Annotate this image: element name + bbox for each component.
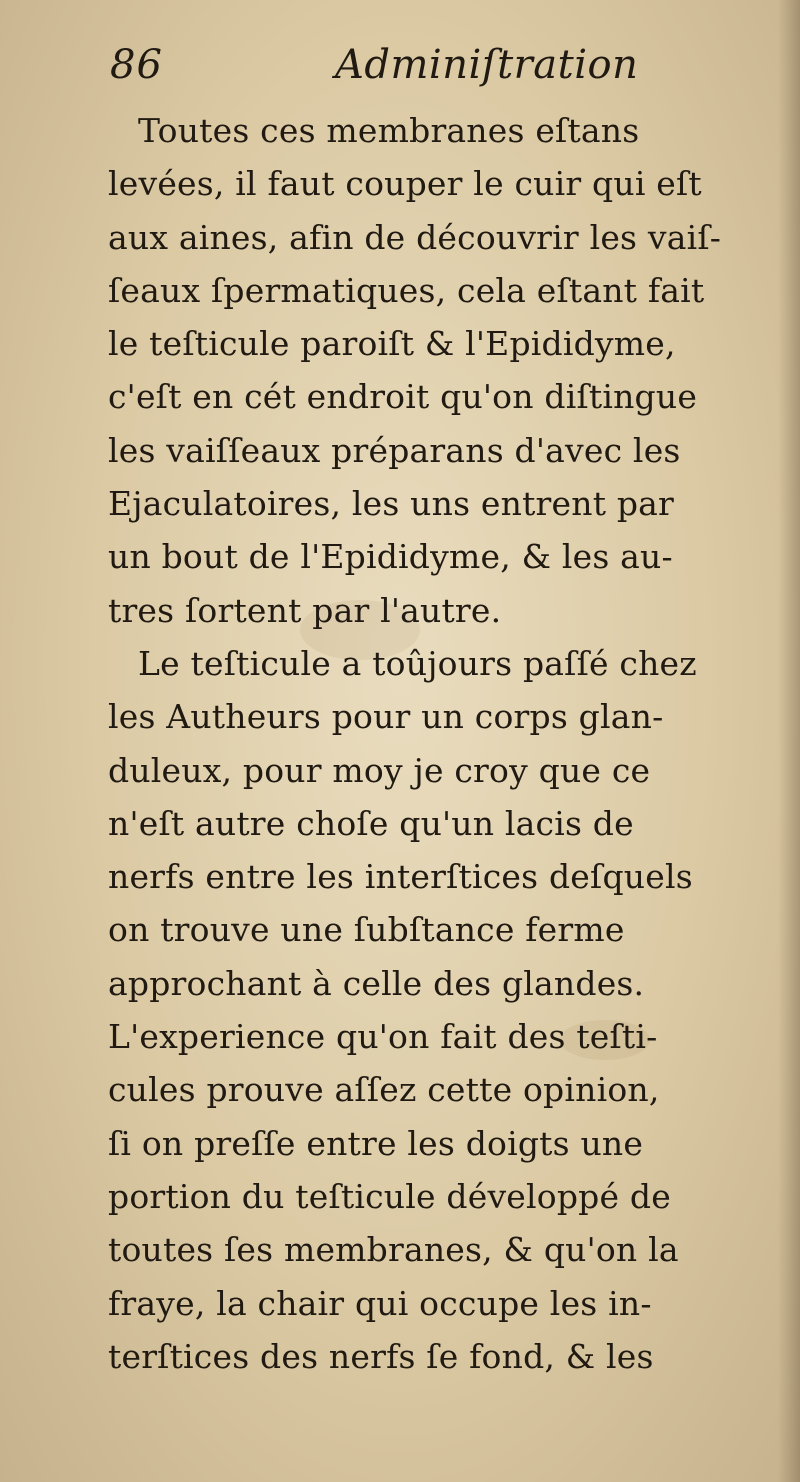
text-line: ſi on preſſe entre les doigts une — [108, 1123, 644, 1163]
running-title: Adminiſtration — [335, 42, 639, 88]
text-line: les vaiſſeaux préparans d'avec les — [108, 430, 681, 470]
text-line: cules prouve aſſez cette opinion, — [108, 1070, 660, 1110]
page-header — [110, 40, 750, 100]
text-line: ſeaux ſpermatiques, cela eſtant fait — [108, 270, 705, 310]
text-line: n'eſt autre choſe qu'un lacis de — [108, 803, 634, 843]
text-line: duleux, pour moy je croy que ce — [108, 750, 651, 790]
text-line: aux aines, afin de découvrir les vaiſ- — [108, 217, 722, 257]
text-line: le teſticule paroiſt & l'Epididyme, — [108, 324, 676, 364]
text-line: fraye, la chair qui occupe les in- — [108, 1283, 652, 1323]
text-line: c'eſt en cét endroit qu'on diſtingue — [108, 377, 698, 417]
text-line: toutes ſes membranes, & qu'on la — [108, 1230, 679, 1270]
text-line: levées, il faut couper le cuir qui eſt — [108, 164, 702, 204]
text-line: approchant à celle des glandes. — [108, 963, 645, 1003]
text-line: portion du teſticule développé de — [108, 1176, 671, 1216]
text-line: on trouve une ſubſtance ferme — [108, 910, 625, 950]
text-line: Toutes ces membranes eſtans — [138, 111, 640, 150]
text-line: Ejaculatoires, les uns entrent par — [108, 484, 675, 524]
text-line: tres ſortent par l'autre. — [108, 590, 502, 630]
text-line: les Autheurs pour un corps glan- — [108, 697, 664, 737]
text-line: un bout de l'Epididyme, & les au- — [108, 537, 673, 577]
text-line: terſtices des nerfs ſe fond, & les — [108, 1336, 654, 1376]
page-number: 86 — [110, 42, 163, 88]
text-line: L'experience qu'on fait des teſti- — [108, 1017, 658, 1057]
text-line: Le teſticule a toûjours paſſé chez — [138, 643, 697, 683]
text-line: nerfs entre les interſtices deſquels — [108, 857, 693, 897]
body-text — [108, 104, 796, 1383]
